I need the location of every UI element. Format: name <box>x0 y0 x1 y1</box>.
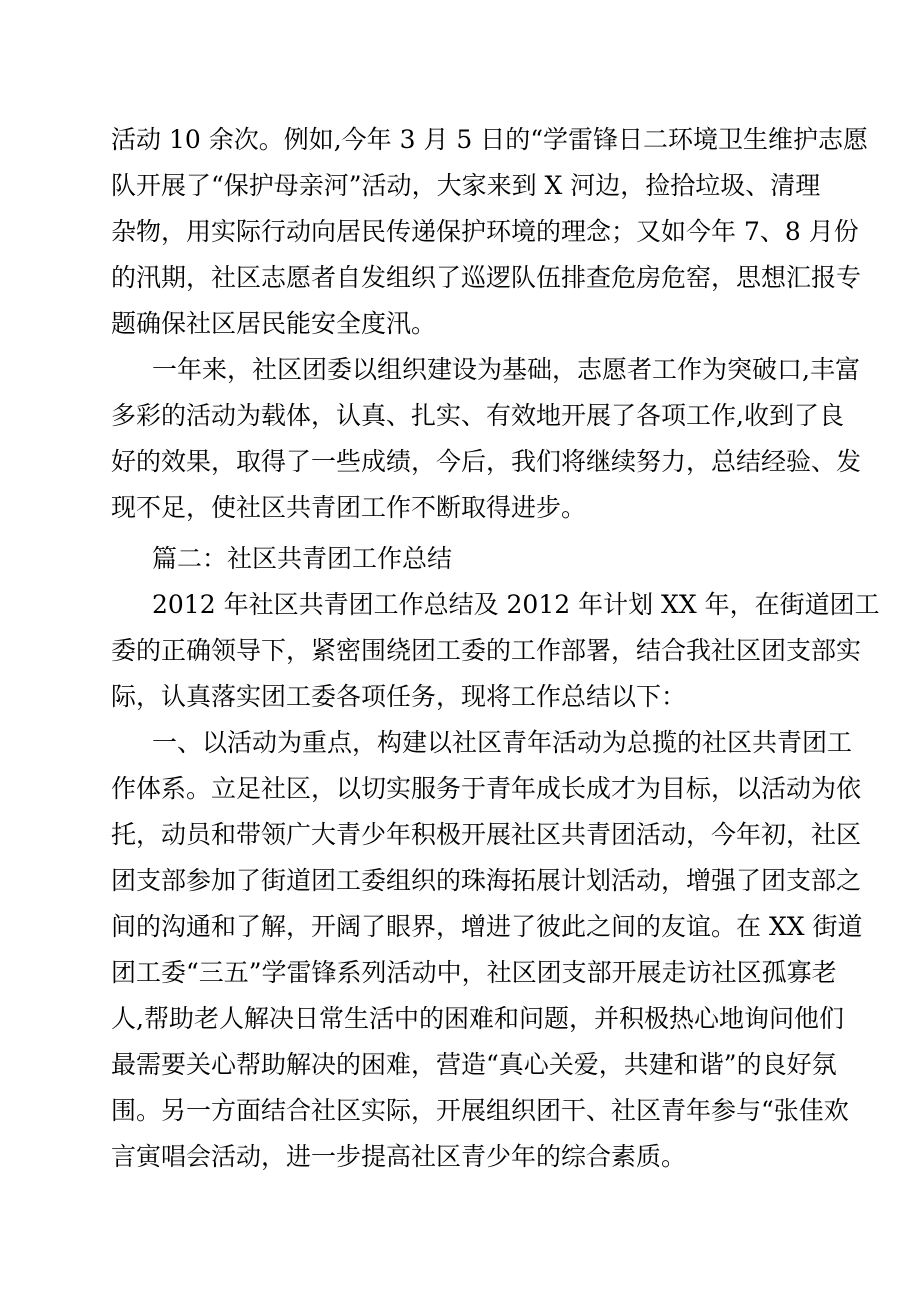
text-line: 队开展了“保护母亲河”活动，大家来到 X 河边，捡拾垃圾、清理 <box>111 171 821 200</box>
text-line: 杂物，用实际行动向居民传递保护环境的理念；又如今年 7、8 月份 <box>111 217 859 246</box>
text-line: 际，认真落实团工委各项任务，现将工作总结以下： <box>111 682 687 711</box>
text-line: 言寅唱会活动，进一步提高社区青少年的综合素质。 <box>111 1142 687 1171</box>
text-line: 活动 10 余次。例如,今年 3 月 5 日的“学雷锋日二环境卫生维护志愿 <box>111 125 869 154</box>
text-line: 托，动员和带领广大青少年积极开展社区共青团活动，今年初，社区 <box>111 820 862 849</box>
text-line: 间的沟通和了解，开阔了眼界，增进了彼此之间的友谊。在 XX 街道 <box>111 912 863 941</box>
text-line: 多彩的活动为载体，认真、扎实、有效地开展了各项工作,收到了良 <box>111 401 844 430</box>
text-line: 委的正确领导下，紧密围绕团工委的工作部署，结合我社区团支部实 <box>111 636 862 665</box>
text-line: 人,帮助老人解决日常生活中的困难和问题，并积极热心地询问他们 <box>111 1004 844 1033</box>
text-line: 好的效果，取得了一些成绩，今后，我们将继续努力，总结经验、发 <box>111 447 862 476</box>
text-line: 围。另一方面结合社区实际，开展组织团干、社区青年参与“张佳欢 <box>111 1096 849 1125</box>
text-line: 题确保社区居民能安全度汛。 <box>111 309 437 338</box>
text-line: 最需要关心帮助解决的困难，营造“真心关爱，共建和谐”的良好氛 <box>111 1050 837 1079</box>
section-heading: 篇二：社区共青团工作总结 <box>152 544 453 573</box>
paragraph-first-line: 一、以活动为重点，构建以社区青年活动为总揽的社区共青团工 <box>152 728 853 757</box>
text-line: 作体系。立足社区，以切实服务于青年成长成才为目标，以活动为依 <box>111 774 862 803</box>
paragraph-first-line: 2012 年社区共青团工作总结及 2012 年计划 XX 年，在街道团工 <box>152 590 880 619</box>
text-line: 团支部参加了街道团工委组织的珠海拓展计划活动，增强了团支部之 <box>111 866 862 895</box>
text-line: 团工委“三五”学雷锋系列活动中，社区团支部开展走访社区孤寡老 <box>111 958 837 987</box>
text-line: 现不足，使社区共青团工作不断取得进步。 <box>111 493 587 522</box>
text-line: 的汛期，社区志愿者自发组织了巡逻队伍排查危房危窑，思想汇报专 <box>111 263 862 292</box>
paragraph-first-line: 一年来，社区团委以组织建设为基础，志愿者工作为突破口,丰富 <box>152 355 860 384</box>
